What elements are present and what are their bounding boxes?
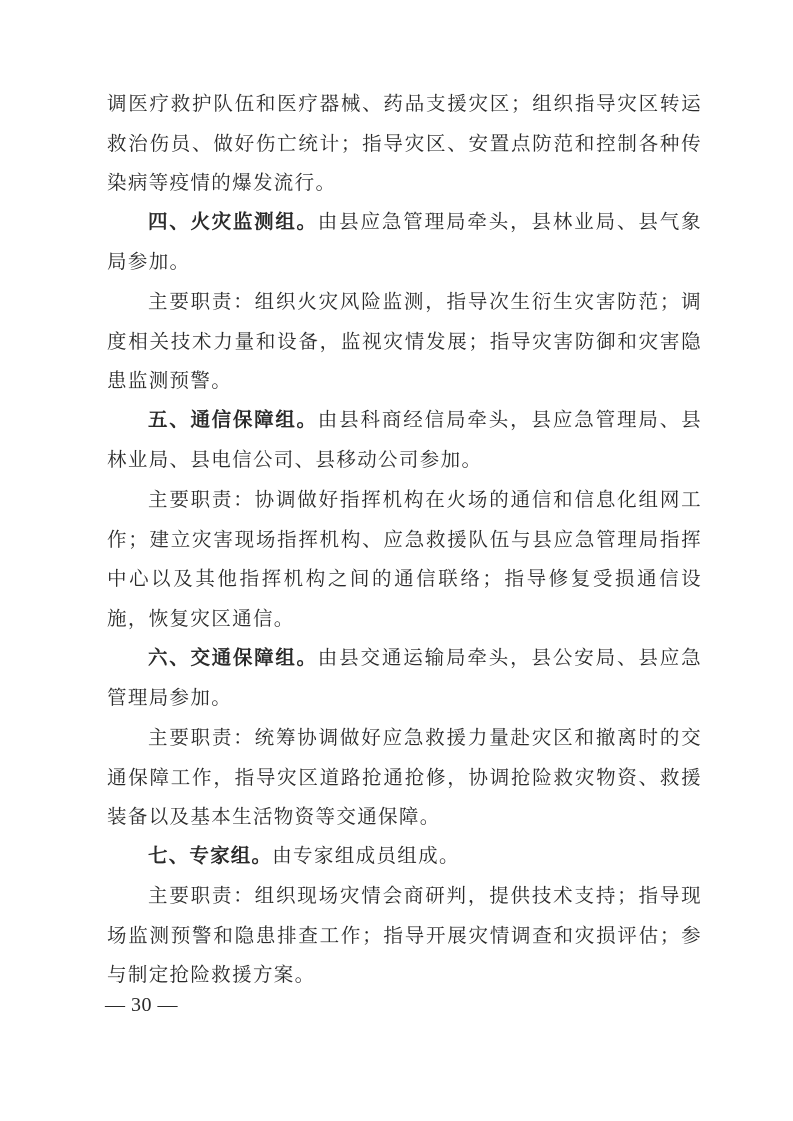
paragraph-medical-duties-continued bbox=[107, 84, 702, 203]
paragraph-transport-group bbox=[107, 638, 702, 717]
paragraph-transport-duties bbox=[107, 718, 702, 837]
paragraph-communication-group bbox=[107, 400, 702, 479]
section-heading-expert: 七、专家组。 bbox=[148, 844, 273, 867]
section-heading-fire-monitoring: 四、火灾监测组。 bbox=[148, 210, 318, 233]
paragraph-text: 由县应急管理局牵头，县林业局、县气象局参加。 bbox=[107, 210, 702, 273]
paragraph-communication-duties bbox=[107, 480, 702, 638]
paragraph-text: 主要职责：组织现场灾情会商研判，提供技术支持；指导现场监测预警和隐患排查工作；指导开展灾情调查和灾损评估；参与制定抢险救援方案。 bbox=[107, 884, 702, 986]
paragraph-fire-monitoring-duties bbox=[107, 282, 702, 401]
paragraph-text: 主要职责：统筹协调做好应急救援力量赴灾区和撤离时的交通保障工作，指导灾区道路抢通抢修，协调抢险救灾物资、救援装备以及基本生活物资等交通保障。 bbox=[107, 726, 702, 828]
page-number: — 30 — bbox=[105, 994, 178, 1016]
paragraph-text: 调医疗救护队伍和医疗器械、药品支援灾区；组织指导灾区转运救治伤员、做好伤亡统计；指导灾区、安置点防范和控制各种传染病等疫情的爆发流行。 bbox=[107, 92, 702, 194]
paragraph-text: 由专家组成员组成。 bbox=[272, 844, 460, 867]
paragraph-text: 主要职责：协调做好指挥机构在火场的通信和信息化组网工作；建立灾害现场指挥机构、应急救援队伍与县应急管理局指挥中心以及其他指挥机构之间的通信联络；指导修复受损通信设施，恢复灾区通信。 bbox=[107, 488, 702, 630]
paragraph-text: 主要职责：组织火灾风险监测，指导次生衍生灾害防范；调度相关技术力量和设备，监视灾情发展；指导灾害防御和灾害隐患监测预警。 bbox=[107, 290, 702, 392]
paragraph-text: 由县科商经信局牵头，县应急管理局、县林业局、县电信公司、县移动公司参加。 bbox=[107, 408, 702, 471]
paragraph-text: 由县交通运输局牵头，县公安局、县应急管理局参加。 bbox=[107, 646, 702, 709]
section-heading-communication: 五、通信保障组。 bbox=[148, 408, 318, 431]
paragraph-expert-group bbox=[107, 836, 702, 876]
paragraph-expert-duties bbox=[107, 876, 702, 995]
paragraph-fire-monitoring-group bbox=[107, 202, 702, 281]
section-heading-transport: 六、交通保障组。 bbox=[148, 646, 318, 669]
